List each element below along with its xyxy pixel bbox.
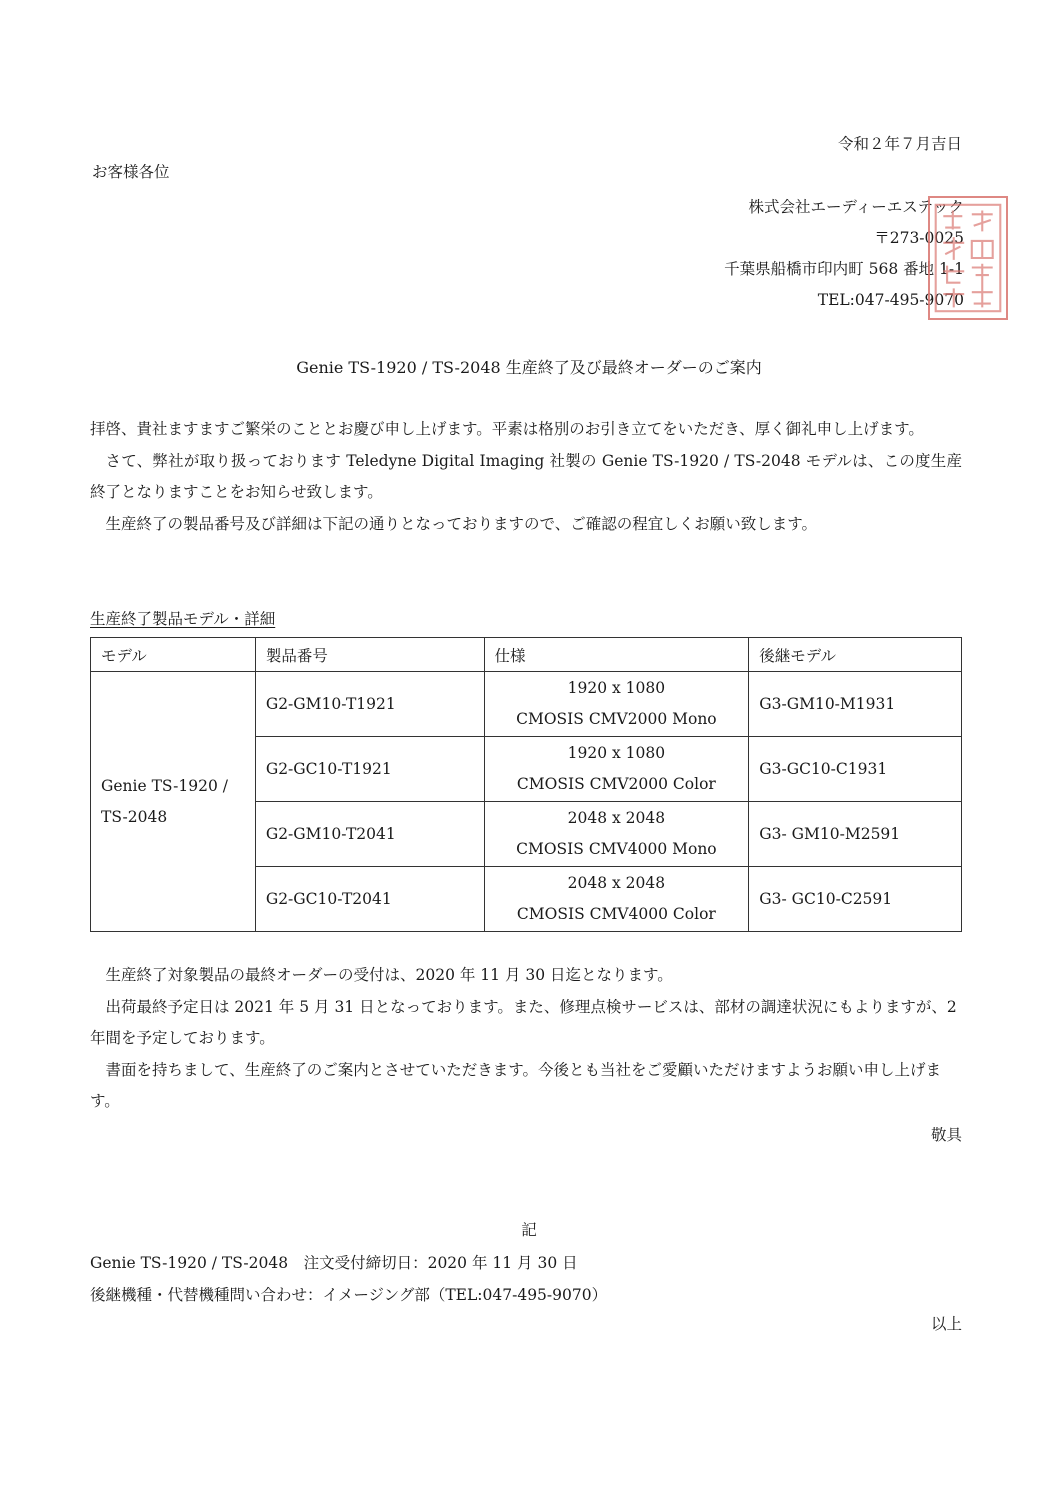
table-row xyxy=(91,672,962,737)
addressee: お客様各位 xyxy=(92,163,170,181)
document-date: 令和２年７月吉日 xyxy=(837,135,962,153)
notes-heading: 記 xyxy=(521,1221,537,1239)
model-name-line2: TS-2048 xyxy=(101,807,168,826)
announcement-paragraph: さて、弊社が取り扱っております Teledyne Digital Imaging 社製の Genie TS-1920 / TS-2048 モデルは、この度生産終了となりますことをお知らせ致します。 xyxy=(90,451,962,501)
closing-text xyxy=(90,960,962,1118)
spec-resolution: 2048 x 2048 xyxy=(567,874,666,892)
shipping-paragraph: 出荷最終予定日は 2021 年 5 月 31 日となっております。また、修理点検サービスは、部材の調達状況にもよりますが、2 年間を予定しております。 xyxy=(90,997,957,1047)
sender-address: 千葉県船橋市印内町 568 番地 1-1 xyxy=(724,260,964,278)
closing-paragraph: 書面を持ちまして、生産終了のご案内とさせていただきます。今後とも当社をご愛顧いただけますようお願い申し上げます。 xyxy=(90,1060,941,1110)
sender-tel: TEL:047-495-9070 xyxy=(817,291,964,309)
closing-word: 敬具 xyxy=(930,1126,962,1144)
model-cell xyxy=(91,672,256,932)
spec-sensor: CMOSIS CMV2000 Mono xyxy=(516,710,717,728)
contact-note: 後継機種・代替機種問い合わせ：イメージング部（TEL:047-495-9070） xyxy=(90,1285,608,1304)
spec-sensor: CMOSIS CMV2000 Color xyxy=(516,775,716,793)
successor-cell: G3- GM10-M2591 xyxy=(749,802,962,867)
part-number-cell: G2-GM10-T1921 xyxy=(255,672,484,737)
sender-company: 株式会社エーディーエステック xyxy=(748,198,964,216)
end-mark: 以上 xyxy=(930,1315,962,1333)
spec-resolution: 1920 x 1080 xyxy=(567,744,666,762)
sender-postal: 〒273-0025 xyxy=(874,229,964,247)
section-label: 生産終了製品モデル・詳細 xyxy=(90,610,276,628)
seal-icon xyxy=(930,198,1006,318)
company-seal-stamp xyxy=(928,196,1008,320)
spec-cell xyxy=(484,672,749,737)
header-part-number: 製品番号 xyxy=(255,638,484,672)
last-order-paragraph: 生産終了対象製品の最終オーダーの受付は、2020 年 11 月 30 日迄となります。 xyxy=(105,966,673,984)
successor-cell: G3- GC10-C2591 xyxy=(749,867,962,932)
part-number-cell: G2-GC10-T2041 xyxy=(255,867,484,932)
table-header-row xyxy=(91,638,962,672)
notes-block xyxy=(90,1248,607,1311)
part-number-cell: G2-GM10-T2041 xyxy=(255,802,484,867)
body-text xyxy=(90,414,962,540)
successor-cell: G3-GC10-C1931 xyxy=(749,737,962,802)
model-name-line1: Genie TS-1920 / xyxy=(101,776,228,795)
header-model: モデル xyxy=(91,638,256,672)
spec-sensor: CMOSIS CMV4000 Mono xyxy=(516,840,717,858)
successor-cell: G3-GM10-M1931 xyxy=(749,672,962,737)
spec-sensor: CMOSIS CMV4000 Color xyxy=(516,905,716,923)
spec-cell xyxy=(484,867,749,932)
spec-resolution: 1920 x 1080 xyxy=(567,679,666,697)
greeting-paragraph: 拝啓、貴社ますますご繁栄のこととお慶び申し上げます。平素は格別のお引き立てをいただき、厚く御礼申し上げます。 xyxy=(90,420,924,438)
header-successor: 後継モデル xyxy=(749,638,962,672)
product-table xyxy=(90,637,962,932)
details-paragraph: 生産終了の製品番号及び詳細は下記の通りとなっておりますので、ご確認の程宜しくお願い致します。 xyxy=(105,514,817,533)
header-spec: 仕様 xyxy=(484,638,749,672)
document-title: Genie TS-1920 / TS-2048 生産終了及び最終オーダーのご案内 xyxy=(296,358,762,377)
part-number-cell: G2-GC10-T1921 xyxy=(255,737,484,802)
spec-cell xyxy=(484,802,749,867)
spec-resolution: 2048 x 2048 xyxy=(567,809,666,827)
spec-cell xyxy=(484,737,749,802)
order-deadline-note: Genie TS-1920 / TS-2048 注文受付締切日：2020 年 11 月 30 日 xyxy=(90,1254,578,1272)
